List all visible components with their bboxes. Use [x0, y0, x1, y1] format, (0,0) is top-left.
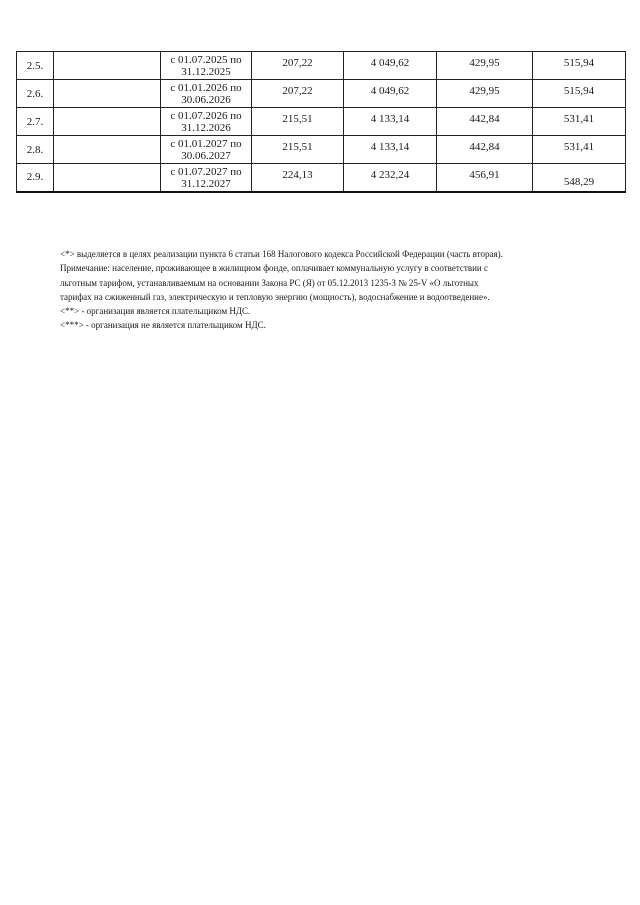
value-cell: 207,22	[252, 52, 344, 80]
value-cell: 207,22	[252, 80, 344, 108]
period-cell	[161, 108, 252, 136]
row-number: 2.5.	[17, 52, 54, 80]
period-from: с 01.07.2027 по	[170, 166, 242, 178]
period-to: 31.12.2025	[181, 66, 231, 78]
empty-cell	[54, 108, 161, 136]
empty-cell	[54, 80, 161, 108]
period-cell	[161, 164, 252, 192]
value-cell: 215,51	[252, 108, 344, 136]
period-to: 31.12.2026	[181, 122, 231, 134]
period-from: с 01.01.2027 по	[170, 138, 242, 150]
table-row	[17, 80, 626, 108]
period-cell	[161, 80, 252, 108]
footnote-remark-line: тарифах на сжиженный газ, электрическую и тепловую энергию (мощность), водоснабжение и водоотведение».	[60, 291, 490, 302]
footnote-remark-line: Примечание: население, проживающее в жилищном фонде, оплачивает коммунальную услугу в соответствии с	[60, 263, 488, 274]
value-cell: 442,84	[437, 108, 533, 136]
tariff-table	[16, 51, 626, 193]
value-cell: 548,29	[533, 164, 626, 192]
value-cell: 4 133,14	[344, 136, 437, 164]
empty-cell	[54, 52, 161, 80]
period-from: с 01.01.2026 по	[170, 82, 242, 94]
period-cell	[161, 52, 252, 80]
value-cell: 442,84	[437, 136, 533, 164]
value-cell: 456,91	[437, 164, 533, 192]
footnotes	[60, 247, 605, 333]
value-cell: 515,94	[533, 80, 626, 108]
empty-cell	[54, 164, 161, 192]
value-cell: 4 232,24	[344, 164, 437, 192]
row-number: 2.9.	[17, 164, 54, 192]
footnote-remark-line: льготным тарифом, устанавливаемым на основании Закона РС (Я) от 05.12.2013 1235-З № 25-V «О льготных	[60, 277, 479, 288]
table-row	[17, 108, 626, 136]
footnote-vat-payer: <**> - организация является плательщиком НДС.	[60, 306, 251, 317]
value-cell: 429,95	[437, 52, 533, 80]
row-number: 2.6.	[17, 80, 54, 108]
table-row	[17, 164, 626, 192]
value-cell: 4 133,14	[344, 108, 437, 136]
value-cell: 4 049,62	[344, 80, 437, 108]
table-row	[17, 136, 626, 164]
value-cell: 4 049,62	[344, 52, 437, 80]
value-cell: 531,41	[533, 136, 626, 164]
row-number: 2.7.	[17, 108, 54, 136]
value-cell: 515,94	[533, 52, 626, 80]
period-from: с 01.07.2026 по	[170, 110, 242, 122]
period-to: 30.06.2026	[181, 94, 231, 106]
value-cell: 215,51	[252, 136, 344, 164]
value-cell: 429,95	[437, 80, 533, 108]
table-row	[17, 52, 626, 80]
row-number: 2.8.	[17, 136, 54, 164]
value-cell: 531,41	[533, 108, 626, 136]
period-cell	[161, 136, 252, 164]
period-to: 30.06.2027	[181, 150, 231, 162]
value-cell: 224,13	[252, 164, 344, 192]
footnote-non-vat-payer: <***> - организация не является плательщиком НДС.	[60, 320, 266, 331]
period-to: 31.12.2027	[181, 178, 231, 190]
period-from: с 01.07.2025 по	[170, 54, 242, 66]
footnote-vat: <*> выделяется в целях реализации пункта 6 статьи 168 Налогового кодекса Российской Федерации (часть вторая).	[60, 249, 503, 259]
empty-cell	[54, 136, 161, 164]
